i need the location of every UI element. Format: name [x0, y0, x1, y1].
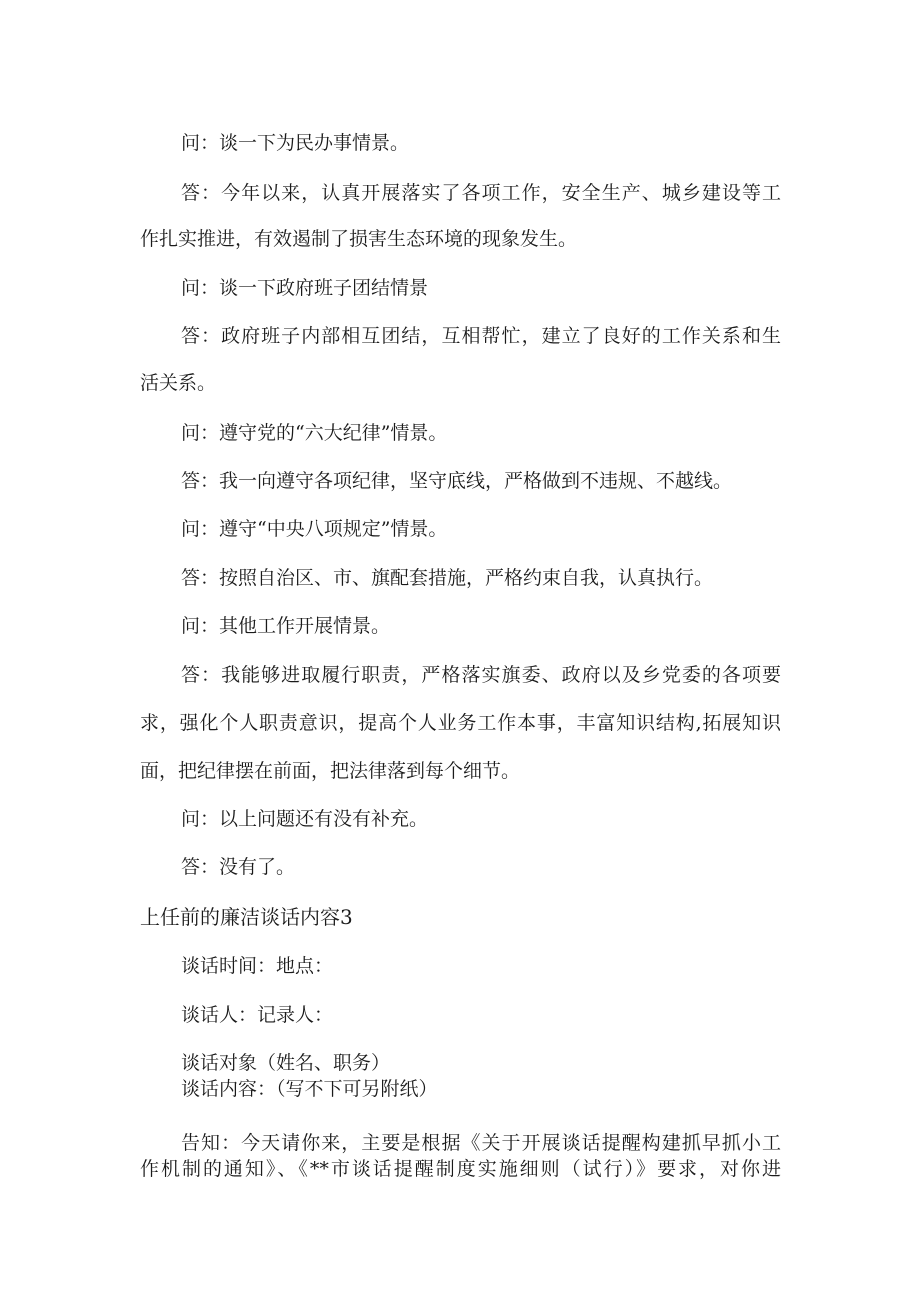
- answer-paragraph-line: 作扎实推进，有效遏制了损害生态环境的现象发生。: [140, 228, 578, 250]
- form-field-subject: 谈话对象（姓名、职务）: [181, 1052, 391, 1074]
- question-paragraph: 问：其他工作开展情景。: [181, 615, 391, 637]
- notice-paragraph-line: 告知：今天请你来，主要是根据《关于开展谈话提醒构建抓早抓小工: [181, 1132, 781, 1154]
- answer-paragraph-line: 面，把纪律摆在前面，把法律落到每个细节。: [140, 760, 521, 782]
- form-field-content: 谈话内容：（写不下可另附纸）: [181, 1078, 438, 1100]
- answer-paragraph-line: 答：今年以来，认真开展落实了各项工作，安全生产、城乡建设等工: [181, 182, 781, 204]
- answer-paragraph-line: 求，强化个人职责意识，提高个人业务工作本事，丰富知识结构,拓展知识: [140, 712, 781, 734]
- answer-paragraph-line: 答：我能够进取履行职责，严格落实旗委、政府以及乡党委的各项要: [181, 664, 781, 686]
- answer-paragraph: 答：按照自治区、市、旗配套措施，严格约束自我，认真执行。: [181, 567, 714, 589]
- answer-paragraph: 答：我一向遵守各项纪律，坚守底线，严格做到不违规、不越线。: [181, 470, 733, 492]
- question-paragraph: 问：遵守“中央八项规定”情景。: [181, 518, 448, 540]
- answer-paragraph-line: 答：政府班子内部相互团结，互相帮忙，建立了良好的工作关系和生: [181, 325, 781, 347]
- notice-paragraph-line: 作机制的通知》、《**市谈话提醒制度实施细则（试行）》要求，对你进: [140, 1158, 781, 1180]
- question-paragraph: 问：谈一下政府班子团结情景: [181, 277, 429, 299]
- section-title: 上任前的廉洁谈话内容3: [140, 905, 353, 929]
- answer-paragraph-line: 活关系。: [140, 372, 217, 394]
- answer-paragraph: 答：没有了。: [181, 856, 296, 878]
- question-paragraph: 问：谈一下为民办事情景。: [181, 132, 410, 154]
- form-field-persons: 谈话人：记录人：: [181, 1004, 334, 1026]
- question-paragraph: 问：以上问题还有没有补充。: [181, 808, 429, 830]
- form-field-time-place: 谈话时间：地点：: [181, 955, 334, 977]
- question-paragraph: 问：遵守党的“六大纪律”情景。: [181, 422, 448, 444]
